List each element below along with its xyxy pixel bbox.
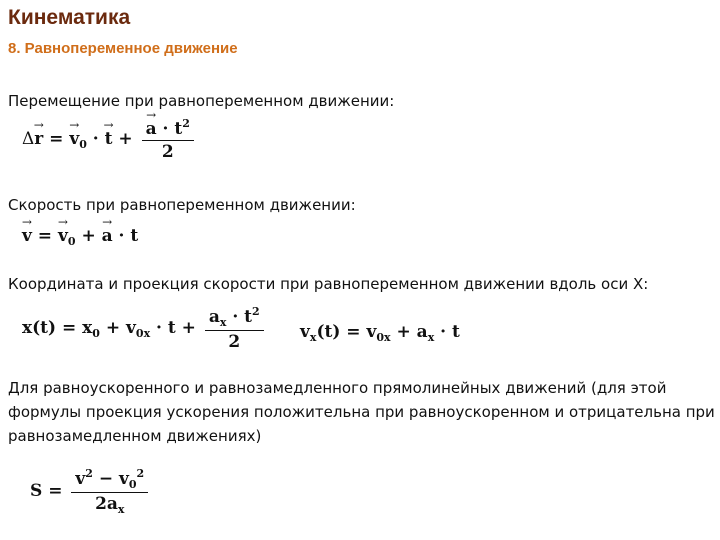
paragraph-line: формулы проекция ускорения положительна при равноускоренном и отрицательна при	[8, 403, 715, 421]
velocity-formula: → v = → $v_0$ + → a · t	[22, 228, 138, 247]
paragraph-line: равнозамедленном движениях)	[8, 427, 262, 445]
distance-formula: S = $\frac{v^2 - v_0^2}{2a_x}$	[30, 468, 151, 515]
displacement-formula: Δ→ r = → $v_0$ · → t + → $\frac{a \cdot t^2}{2}$	[22, 118, 197, 161]
page-title: Кинематика	[8, 6, 131, 29]
velocity-label: Скорость при равнопеременном движении:	[8, 196, 356, 214]
velocity-projection-formula: $v_x(t) = v_{0x} + a_x \cdot t$	[300, 322, 460, 344]
condition-paragraph	[8, 376, 715, 448]
paragraph-line: Для равноускоренного и равнозамедленного прямолинейных движений (для этой	[8, 379, 667, 397]
coordinate-formula: $x(t) = x_0 + v_{0x} \cdot t$ + $\frac{a_x \cdot t^2}{2}$	[22, 306, 267, 351]
displacement-label: Перемещение при равнопеременном движении:	[8, 92, 395, 110]
section-subtitle: 8. Равнопеременное движение	[8, 40, 238, 57]
coordinate-label: Координата и проекция скорости при равнопеременном движении вдоль оси X:	[8, 275, 649, 293]
